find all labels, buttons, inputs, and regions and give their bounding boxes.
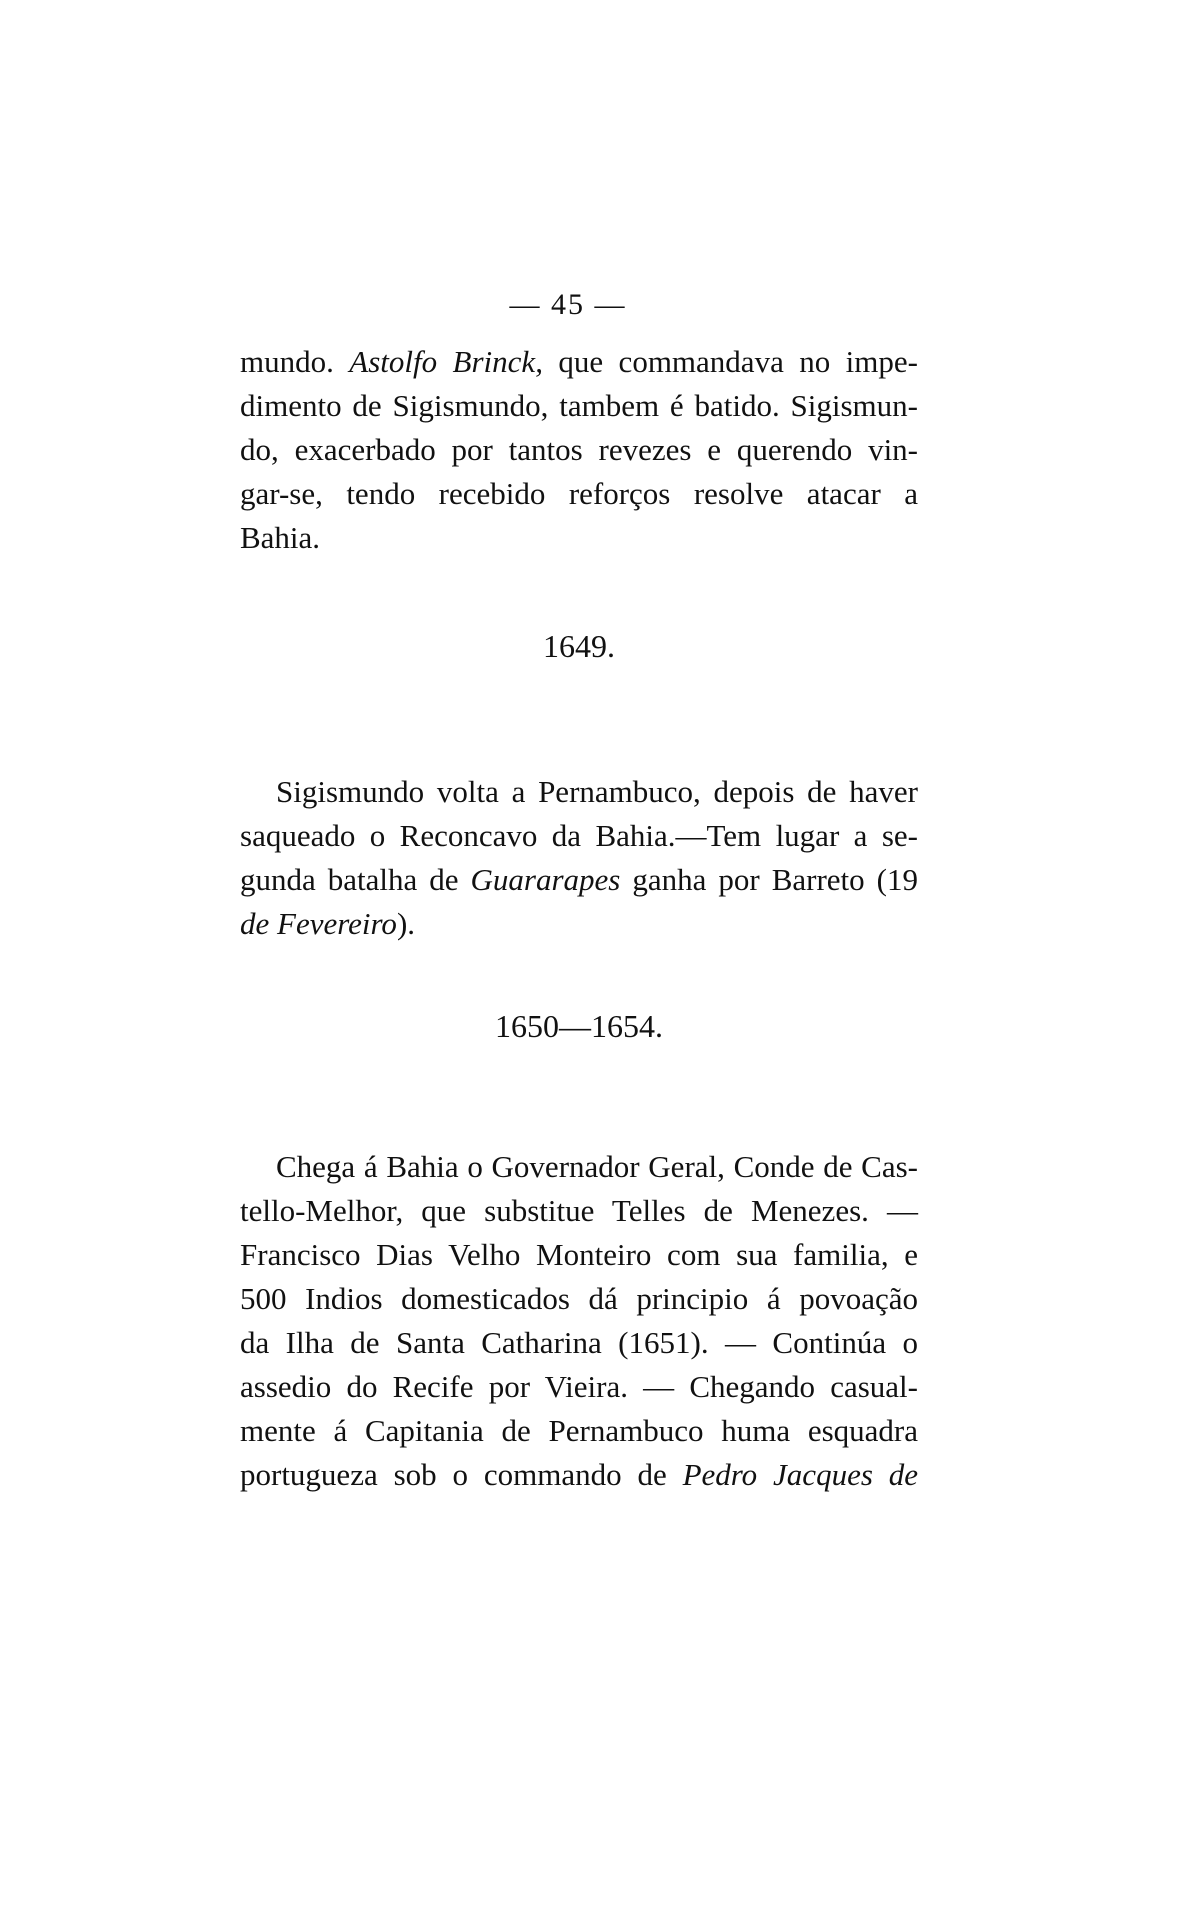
text-line: tello-Melhor, que substitue Telles de Menezes. — [240, 1193, 918, 1228]
italic-name: Astolfo Brinck, [349, 344, 543, 379]
paragraph-3 [240, 1145, 918, 1497]
text-line: da Ilha de Santa Catharina (1651). — Continúa o [240, 1325, 918, 1360]
text-line: do, exacerbado por tantos revezes e querendo vin- [240, 432, 918, 467]
italic-date: de Fevereiro [240, 906, 397, 941]
paragraph-2 [240, 770, 918, 946]
text-line: de Fevereiro). [240, 906, 416, 941]
text-line: gunda batalha de Guararapes ganha por Barreto (19 [240, 862, 918, 897]
italic-place: Guararapes [470, 862, 621, 897]
text-line: Bahia. [240, 520, 321, 555]
text-line: saqueado o Reconcavo da Bahia.—Tem lugar a se- [240, 818, 918, 853]
paragraph-1 [240, 340, 918, 560]
section-year-heading: 1650—1654. [495, 1008, 663, 1044]
section-year-heading: 1649. [543, 628, 615, 664]
text-line: mente á Capitania de Pernambuco huma esquadra [240, 1413, 918, 1448]
text-line: gar-se, tendo recebido reforços resolve atacar a [240, 476, 918, 511]
text-line: Francisco Dias Velho Monteiro com sua familia, e [240, 1237, 918, 1272]
text-line: dimento de Sigismundo, tambem é batido. Sigismun- [240, 388, 918, 423]
text-line: Chega á Bahia o Governador Geral, Conde de Cas- [276, 1149, 918, 1184]
text-line: Sigismundo volta a Pernambuco, depois de haver [276, 774, 918, 809]
text-line: 500 Indios domesticados dá principio á povoação [240, 1281, 918, 1316]
text-line: assedio do Recife por Vieira. — Chegando casual- [240, 1369, 918, 1404]
text-line: portugueza sob o commando de Pedro Jacques de [240, 1457, 919, 1492]
page-number: — 45 — [509, 288, 627, 321]
italic-name: Pedro Jacques de [682, 1457, 919, 1492]
text-line: mundo. Astolfo Brinck, que commandava no impe- [240, 344, 918, 379]
